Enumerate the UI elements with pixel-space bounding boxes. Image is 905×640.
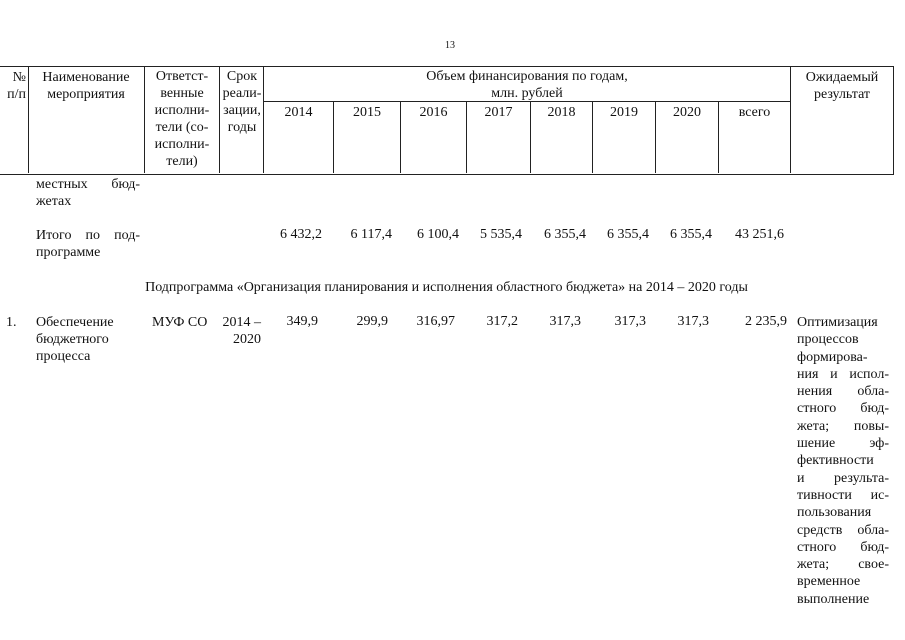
year-header: 2020 [673,105,701,120]
resp-line: тели (со- [155,120,209,135]
table-header [0,66,894,175]
row-value: 316,97 [416,314,455,329]
total-value: 5 535,4 [480,227,522,242]
header-divider [28,67,29,173]
continuation-line: местных бюд- [36,177,140,192]
resp-line: тели) [166,154,198,169]
col-number-header [0,69,26,103]
funding-title-line: млн. рублей [491,86,563,101]
total-value: 6 355,4 [607,227,649,242]
result-line: стного бюд- [797,539,889,555]
term-line: годы [227,120,257,135]
resp-line: венные [160,86,204,101]
funding-header [265,68,789,102]
result-line: стного бюд- [797,401,889,417]
year-header: 2016 [419,105,448,120]
row-number: 1. [6,315,17,330]
result-line: ния и испол- [797,366,889,382]
result-line: пользования [797,505,872,521]
row-value: 317,2 [486,314,518,329]
total-value: 43 251,6 [735,227,784,242]
resp-line: исполни- [154,103,210,118]
total-label: Итого по под- [36,228,140,243]
header-divider [144,67,145,173]
row-value: 317,3 [614,314,646,329]
resp-line: исполни- [154,137,210,152]
result-line: формирова- [797,349,868,365]
result-line: шение эф- [797,436,889,452]
row-value: 317,3 [677,314,709,329]
header-divider [219,67,220,173]
col-responsible-header [146,68,218,170]
resp-line: Ответст- [155,69,209,84]
year-header: 2019 [610,105,638,120]
expected-result [797,314,889,608]
result-line: жета; свое- [797,557,889,573]
activity-name [36,314,142,365]
term-line: зации, [223,103,261,118]
result-line: процессов [797,332,859,348]
subprogram-title: Подпрограмма «Организация планирования и исполнения областного бюджета» на 2014 – 2020 годы [145,280,748,295]
col-result-header: Ожидаемый результат [805,70,879,102]
result-line: тивности ис- [797,487,889,503]
result-line: средств обла- [797,522,889,538]
total-value: 6 117,4 [350,227,392,242]
term-value-line: 2020 [233,332,261,347]
year-header: всего [738,105,771,120]
funding-title-line: Объем финансирования по годам, [426,69,628,84]
continuation-line: жетах [36,194,72,209]
row-value: 2 235,9 [745,314,787,329]
activity-name-line: Обеспечение [36,315,114,330]
total-value: 6 100,4 [417,227,459,242]
term-line: Срок [226,69,258,84]
result-line: выполнение [797,591,870,607]
row-value: 299,9 [356,314,388,329]
term-line: реали- [222,86,262,101]
page-number: 13 [445,40,455,51]
result-line: Оптимизация [797,315,878,330]
total-value: 6 432,2 [280,227,322,242]
total-label: программе [36,245,101,260]
term [219,314,261,348]
header-divider [790,67,791,173]
result-line: нения обла- [797,384,889,400]
total-value: 6 355,4 [670,227,712,242]
activity-name-line: бюджетного [36,332,109,347]
activity-name-line: процесса [36,349,91,364]
row-value: 349,9 [286,314,318,329]
row-value: 317,3 [549,314,581,329]
year-header: 2017 [484,105,513,120]
year-header: 2014 [284,105,313,120]
result-line: и результа- [797,470,889,486]
col-number-top: № [12,70,26,85]
col-number-bottom: п/п [7,87,26,102]
result-line: временное [797,574,861,590]
result-line: жета; повы- [797,418,889,434]
year-header: 2015 [353,105,381,120]
term-value-line: 2014 – [222,315,261,330]
col-name-header: Наименование мероприятия [42,70,130,102]
result-line: фективности [797,453,874,469]
responsible: МУФ СО [152,315,208,330]
total-value: 6 355,4 [544,227,586,242]
year-header: 2018 [547,105,576,120]
col-term-header [221,68,263,136]
